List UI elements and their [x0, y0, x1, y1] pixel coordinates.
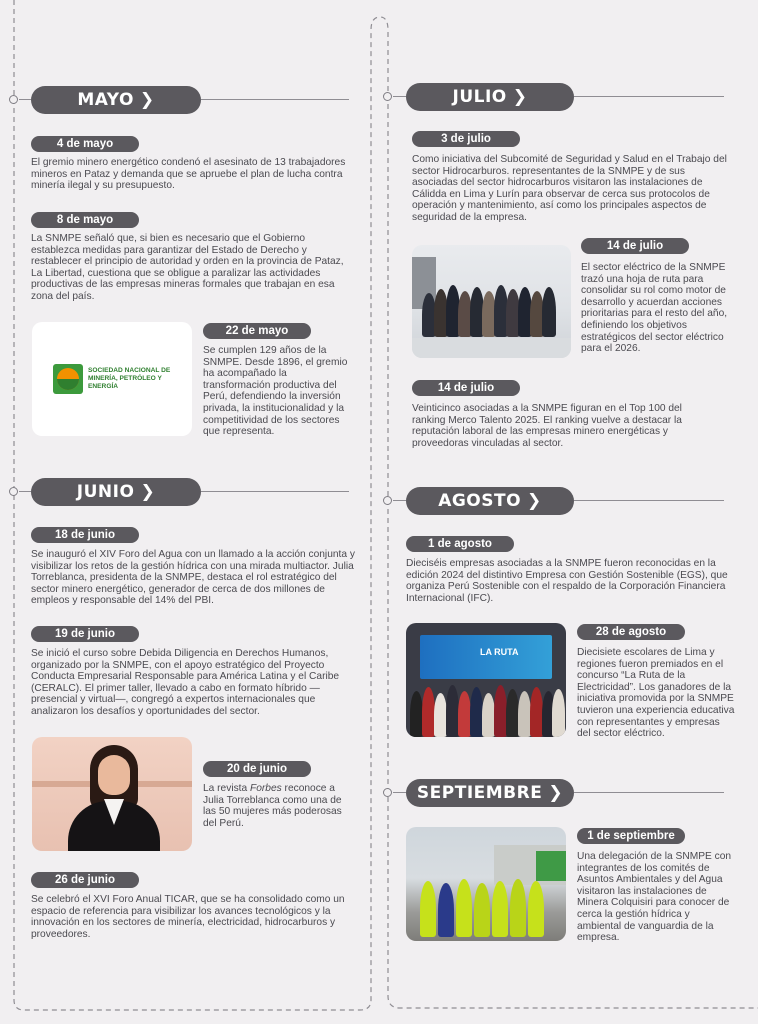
month-header-junio: [31, 478, 201, 506]
entry-text-part: reconoce a Julia Torreblanca como una de las 50 mujeres más poderosas del Perú.: [203, 783, 342, 829]
date-badge: 1 de agosto: [406, 536, 514, 552]
timeline-dot-agosto: [383, 496, 392, 505]
entry-text: Diecisiete escolares de Lima y regiones fueron premiados en el concurso “La Ruta de la Electricidad”. Los ganadores de la iniciativa promovida por la SNMPE tuvieron una experiencia educativa con representantes y empresas del sector eléctrico.: [577, 647, 735, 740]
divider: [201, 491, 349, 492]
chevron-right-icon: ❯: [140, 482, 156, 502]
entry-text: Se inauguró el XIV Foro del Agua con un llamado a la acción conjunta y visibilizar los retos de la gestión hídrica con una mirada multiactor. Julia Torreblanca, presidenta de la SNMPE, destaca el rol estratégico del sector minero energético, generador de cerca de dos millones de empleos y responsable del 14% del PBI.: [31, 549, 355, 607]
snmpe-logo-icon: [53, 364, 83, 394]
snmpe-logo-card: [32, 322, 192, 436]
month-label: SEPTIEMBRE: [416, 783, 543, 803]
date-badge: 22 de mayo: [203, 323, 311, 339]
award-ceremony-photo: [406, 623, 566, 737]
entry-text: Se inició el curso sobre Debida Diligencia en Derechos Humanos, organizado por la SNMPE, con el apoyo estratégico del Proyecto Conducta Empresarial Responsable para América Latina y el Caribe (CERALC). El primer taller, llevado a cabo en formato híbrido —presencial y virtual—, congregó a expertos internacionales que analizaron los desafíos y oportunidades del sector.: [31, 648, 340, 717]
date-badge: 20 de junio: [203, 761, 311, 777]
month-label: MAYO: [77, 90, 134, 110]
site-visit-photo: [406, 827, 566, 941]
timeline-dot-julio: [383, 92, 392, 101]
chevron-right-icon: ❯: [512, 87, 528, 107]
date-badge: 1 de septiembre: [577, 828, 685, 844]
chevron-right-icon: ❯: [548, 783, 564, 803]
divider: [393, 792, 406, 793]
divider: [19, 99, 31, 100]
date-badge: 26 de junio: [31, 872, 139, 888]
entry-text-part: La revista: [203, 783, 250, 794]
date-badge: 19 de junio: [31, 626, 139, 642]
entry-text: Dieciséis empresas asociadas a la SNMPE fueron reconocidas en la edición 2024 del distintivo Empresa con Gestión Sostenible (EGS), que organiza Perú Sostenible con el respaldo de la Corporación Financiera Internacional (IFC).: [406, 558, 728, 604]
month-header-mayo: [31, 86, 201, 114]
chevron-right-icon: ❯: [527, 491, 542, 511]
group-photo: [412, 245, 571, 358]
entry-text: Como iniciativa del Subcomité de Seguridad y Salud en el Trabajo del sector Hidrocarburos. representantes de la SNMPE y de sus asociadas del sector hidrocarburos visitaron las instalaciones de Cálidda en Lima y Lurín para observar de cerca sus protocolos de operación y mantenimiento, así como los principales aspectos de seguridad de la empresa.: [412, 154, 727, 223]
chevron-right-icon: ❯: [139, 90, 155, 110]
divider: [574, 96, 724, 97]
entry-text: El sector eléctrico de la SNMPE trazó una hoja de ruta para consolidar su rol como motor de desarrollo y acuerdan acciones prioritarias para el resto del año, definiendo los objetivos estratégicos del sector eléctrico para el 2026.: [581, 262, 728, 355]
month-label: JULIO: [452, 87, 507, 107]
magazine-name: Forbes: [250, 783, 282, 794]
month-label: JUNIO: [76, 482, 135, 502]
divider: [19, 491, 31, 492]
month-header-septiembre: [406, 779, 574, 807]
entry-text: Una delegación de la SNMPE con integrantes de los comités de Asuntos Ambientales y del Agua visitaron las instalaciones de Minera Colquisiri para conocer de cerca la gestión hídrica y ambiental de vanguardia de la empresa.: [577, 851, 732, 944]
month-label: AGOSTO: [438, 491, 522, 511]
date-badge: 4 de mayo: [31, 136, 139, 152]
entry-text: El gremio minero energético condenó el asesinato de 13 trabajadores mineros en Pataz y demanda que se apruebe el plan de lucha contra minería ilegal y su presupuesto.: [31, 157, 346, 192]
entry-text: Veinticinco asociadas a la SNMPE figuran en el Top 100 del ranking Merco Talento 2025. El ranking vuelve a destacar la reputación laboral de las empresas minero energéticas y proveedoras vinculadas al sector.: [412, 403, 682, 449]
timeline-dot-septiembre: [383, 788, 392, 797]
date-badge: 8 de mayo: [31, 212, 139, 228]
timeline-dot-junio: [9, 487, 18, 496]
date-badge: 3 de julio: [412, 131, 520, 147]
date-badge: 14 de julio: [412, 380, 520, 396]
month-header-julio: [406, 83, 574, 111]
divider: [393, 500, 406, 501]
date-badge: 28 de agosto: [577, 624, 685, 640]
snmpe-logo-text: SOCIEDAD NACIONAL DE MINERÍA, PETRÓLEO Y ENERGÍA: [88, 367, 171, 390]
banner-text: LA RUTA: [480, 647, 519, 657]
entry-text: Se celebró el XVI Foro Anual TICAR, que se ha consolidado como un espacio de referencia para visibilizar los avances tecnológicos y la innovación en los sectores de minería, electricidad, hidrocarburos y proveedores.: [31, 894, 345, 940]
divider: [393, 96, 406, 97]
entry-text: La SNMPE señaló que, si bien es necesario que el Gobierno establezca medidas para garantizar del Estado de Derecho y restablecer el principio de autoridad y orden en la provincia de Pataz, La Libertad, cuestiona que se obligue a paralizar las actividades productivas de las empresas mineras formales que trabajan en esa zona del país.: [31, 233, 344, 302]
portrait-photo: [32, 737, 192, 851]
timeline-dot-mayo: [9, 95, 18, 104]
divider: [574, 500, 724, 501]
date-badge: 18 de junio: [31, 527, 139, 543]
date-badge: 14 de julio: [581, 238, 689, 254]
entry-text: Se cumplen 129 años de la SNMPE. Desde 1896, el gremio ha acompañado la transformación productiva del Perú, defendiendo la inversión privada, la institucionalidad y la competitividad de los sectores que representa.: [203, 345, 348, 438]
month-header-agosto: [406, 487, 574, 515]
entry-text: [203, 783, 355, 829]
divider: [574, 792, 724, 793]
divider: [201, 99, 349, 100]
